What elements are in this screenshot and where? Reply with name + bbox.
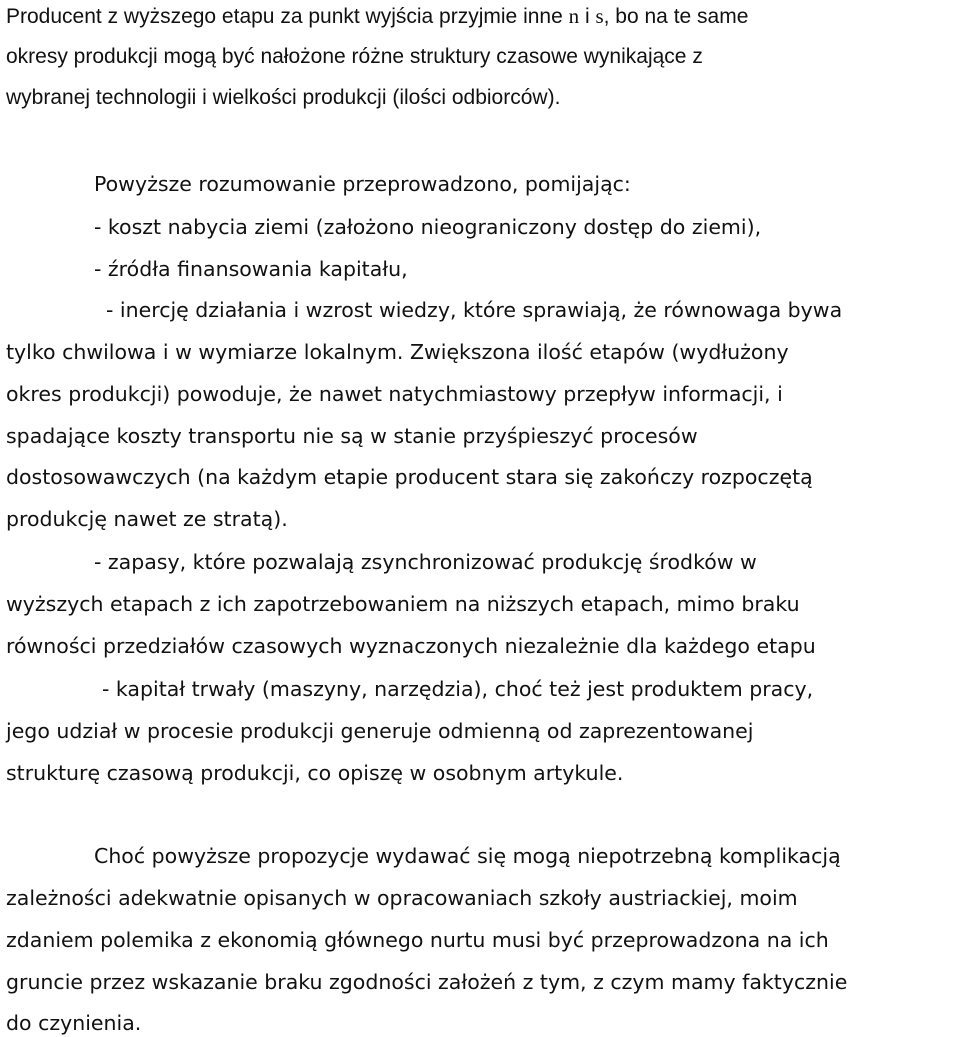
variable-n: n [568,4,580,28]
paragraph-3-line-1: Choć powyższe propozycje wydawać się mogą niepotrzebną komplikacją [94,844,841,868]
paragraph-3-line-3: zdaniem polemika z ekonomią głównego nurtu musi być przeprowadzona na ich [6,928,829,952]
paragraph-3-line-4: gruncie przez wskazanie braku zgodności założeń z tym, z czym mamy faktycznie [6,970,848,994]
p1-l1-after: , bo na te same [603,5,749,28]
paragraph-1-line-2: okresy produkcji mogą być nałożone różne struktury czasowe wynikające z [6,45,703,68]
paragraph-1-line-3: wybranej technologii i wielkości produkcji (ilości odbiorców). [6,86,561,109]
variable-s: s [595,4,604,28]
list-item-5-line-1: - kapitał trwały (maszyny, narzędzia), choć też jest produktem pracy, [102,677,814,701]
p1-l1-text [6,3,748,30]
p1-l1-mid: i [579,5,596,28]
list-item-1: - koszt nabycia ziemi (założono nieograniczony dostęp do ziemi), [94,215,762,239]
list-item-5-line-2: jego udział w procesie produkcji generuje odmienną od zaprezentowanej [6,719,754,743]
list-item-3-line-5: dostosowawczych (na każdym etapie producent stara się zakończy rozpoczętą [6,465,813,489]
paragraph-2-intro: Powyższe rozumowanie przeprowadzono, pomijając: [94,172,631,196]
paragraph-3-line-2: zależności adekwatnie opisanych w opracowaniach szkoły austriackiej, moim [6,886,798,910]
list-item-4-line-3: równości przedziałów czasowych wyznaczonych niezależnie dla każdego etapu [6,634,816,658]
paragraph-3-line-5: do czynienia. [6,1011,142,1035]
list-item-4-line-1: - zapasy, które pozwalają zsynchronizować produkcję środków w [94,550,757,574]
list-item-3-line-1: - inercję działania i wzrost wiedzy, które sprawiają, że równowaga bywa [106,298,843,322]
list-item-4-line-2: wyższych etapach z ich zapotrzebowaniem na niższych etapach, mimo braku [6,592,800,616]
paragraph-1-line-1 [6,3,954,30]
list-item-3-line-2: tylko chwilowa i w wymiarze lokalnym. Zwiększona ilość etapów (wydłużony [6,340,789,364]
list-item-2: - źródła finansowania kapitału, [94,257,408,281]
p1-l1-before: Producent z wyższego etapu za punkt wyjścia przyjmie inne [6,5,569,28]
list-item-3-line-6: produkcję nawet ze stratą). [6,507,288,531]
list-item-3-line-3: okres produkcji) powoduje, że nawet natychmiastowy przepływ informacji, i [6,382,783,406]
list-item-5-line-3: strukturę czasową produkcji, co opiszę w osobnym artykule. [6,761,624,785]
list-item-3-line-4: spadające koszty transportu nie są w stanie przyśpieszyć procesów [6,424,698,448]
